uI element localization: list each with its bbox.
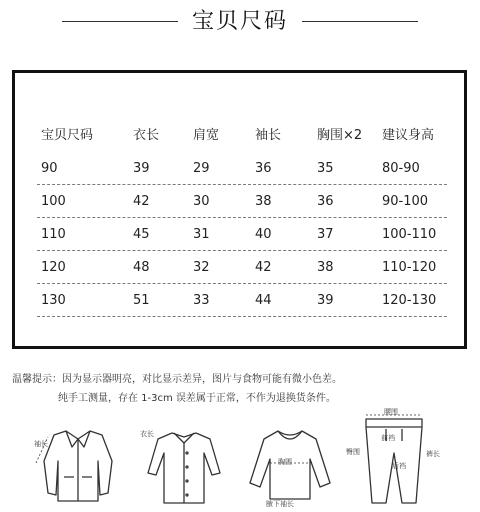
cell-sleeve: 40: [255, 227, 272, 242]
cell-height: 110-120: [382, 260, 437, 275]
cell-length: 45: [133, 227, 150, 242]
sweater-diagram: [240, 417, 340, 509]
title-divider-left: [62, 21, 178, 22]
cell-chest: 35: [317, 161, 334, 176]
cell-size: 90: [41, 161, 58, 176]
table-row: [37, 218, 447, 251]
cell-length: 51: [133, 293, 150, 308]
cell-sleeve: 38: [255, 194, 272, 209]
jacket-sleeve-label: 袖长: [34, 440, 48, 448]
header-size: 宝贝尺码: [41, 128, 94, 143]
table-row: [37, 284, 447, 317]
cell-height: 80-90: [382, 161, 420, 176]
cell-chest: 38: [317, 260, 334, 275]
notice-line-2: 纯手工测量，存在 1-3cm 误差属于正常，不作为退换货条件。: [58, 393, 336, 404]
shirt-length-label: 衣长: [140, 430, 154, 438]
cell-sleeve: 44: [255, 293, 272, 308]
cell-height: 90-100: [382, 194, 429, 209]
table-header-row: [37, 118, 447, 152]
cell-shoulder: 31: [193, 227, 210, 242]
notice-line-1: 温馨提示：因为显示器明亮，对比显示差异，图片与食物可能有微小色差。: [12, 374, 342, 385]
header-height: 建议身高: [382, 128, 435, 143]
cell-length: 39: [133, 161, 150, 176]
header-sleeve: 袖长: [255, 128, 282, 143]
pants-waist-label: 腰围: [384, 408, 398, 416]
size-table: [37, 118, 447, 317]
cell-length: 42: [133, 194, 150, 209]
cell-size: 110: [41, 227, 66, 242]
cell-shoulder: 30: [193, 194, 210, 209]
table-row: [37, 251, 447, 284]
pants-front-rise-label: 前裆: [381, 434, 395, 442]
cell-chest: 37: [317, 227, 334, 242]
jacket-diagram: [28, 417, 128, 507]
sweater-sleeve-label: 腋下袖长: [266, 500, 294, 508]
header-chest: 胸围×2: [317, 128, 363, 143]
cell-sleeve: 42: [255, 260, 272, 275]
pants-length-label: 裤长: [426, 450, 440, 458]
cell-chest: 36: [317, 194, 334, 209]
cell-chest: 39: [317, 293, 334, 308]
title-divider-right: [302, 21, 418, 22]
page-title: 宝贝尺码: [191, 9, 288, 34]
cell-size: 120: [41, 260, 66, 275]
sweater-chest-label: 胸围: [278, 458, 292, 466]
header-shoulder: 肩宽: [193, 128, 220, 143]
table-row: [37, 152, 447, 185]
cell-shoulder: 29: [193, 161, 210, 176]
cell-size: 100: [41, 194, 66, 209]
cell-length: 48: [133, 260, 150, 275]
cell-shoulder: 33: [193, 293, 210, 308]
cell-shoulder: 32: [193, 260, 210, 275]
measurement-diagrams: [0, 405, 480, 512]
header-length: 衣长: [133, 128, 160, 143]
jacket-icon: [28, 417, 128, 507]
shirt-diagram: [134, 417, 234, 507]
table-row: [37, 185, 447, 218]
pants-back-rise-label: 后裆: [392, 462, 406, 470]
size-table-frame: [12, 70, 467, 349]
pants-hip-label: 臀围: [346, 448, 360, 456]
cell-sleeve: 36: [255, 161, 272, 176]
pants-diagram: [346, 405, 446, 510]
cell-height: 120-130: [382, 293, 437, 308]
title-bar: [0, 0, 480, 40]
cell-size: 130: [41, 293, 66, 308]
cell-height: 100-110: [382, 227, 437, 242]
